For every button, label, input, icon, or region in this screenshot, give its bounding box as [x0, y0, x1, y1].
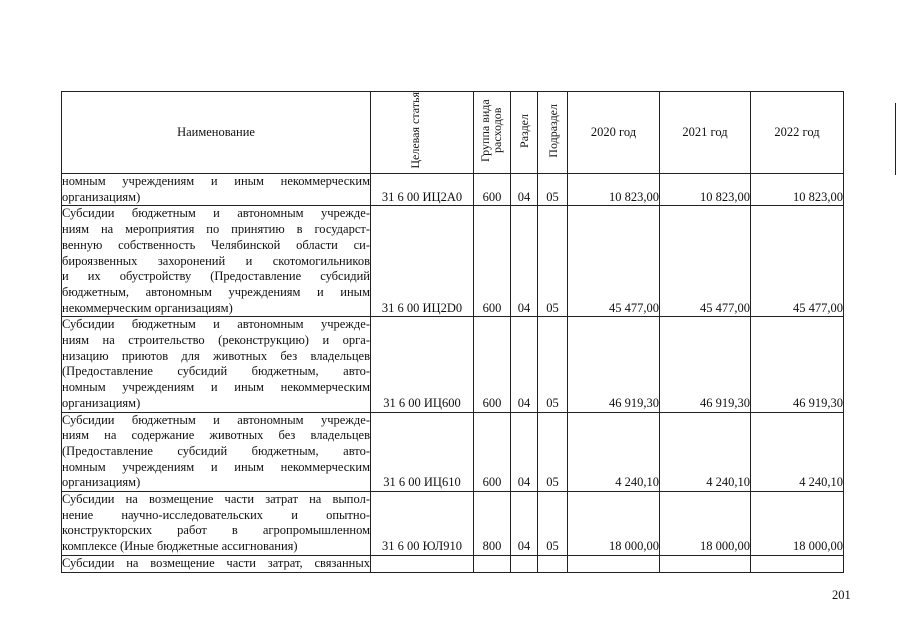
row-amount-2022 [751, 555, 844, 572]
row-name [62, 174, 371, 206]
row-subsection: 05 [538, 174, 568, 206]
header-target-article-text: Целевая статья [408, 92, 422, 169]
header-expense-group [474, 92, 511, 174]
row-section: 04 [511, 206, 538, 317]
name-line: низацию приютов для животных без владельцев [62, 348, 370, 363]
row-amount-2021: 18 000,00 [660, 492, 751, 556]
table-header-row [62, 92, 844, 174]
name-line: ниям на строительство (реконструкцию) и орга- [62, 333, 370, 348]
row-target-article: 31 6 00 ИЦ2А0 [371, 174, 474, 206]
header-section [511, 92, 538, 174]
row-name [62, 317, 371, 412]
table-row [62, 555, 844, 572]
table-row [62, 492, 844, 556]
name-line: (Предоставление субсидий бюджетным, авто- [62, 364, 370, 379]
header-2021: 2021 год [660, 92, 751, 174]
table-row [62, 174, 844, 206]
name-line: Субсидии на возмещение части затрат на выпол- [62, 492, 370, 507]
row-subsection: 05 [538, 412, 568, 492]
row-expense-group [474, 555, 511, 572]
name-line: нение научно-исследовательских и опытно- [62, 507, 370, 522]
row-expense-group: 600 [474, 317, 511, 412]
name-line: номным учреждениям и иным некоммерческим [62, 459, 370, 474]
row-amount-2020 [568, 555, 660, 572]
row-name [62, 412, 371, 492]
row-amount-2021: 10 823,00 [660, 174, 751, 206]
header-expense-group-text: Группа вида расходов [478, 99, 504, 162]
table-row [62, 412, 844, 492]
header-subsection-text: Подраздел [545, 103, 560, 158]
name-line: Субсидии бюджетным и автономным учрежде- [62, 317, 370, 332]
table-row [62, 206, 844, 317]
row-amount-2021: 45 477,00 [660, 206, 751, 317]
header-subsection [538, 92, 568, 174]
name-line: и их обустройству (Предоставление субсидий [62, 269, 370, 284]
row-amount-2020: 18 000,00 [568, 492, 660, 556]
row-target-article: 31 6 00 ИЦ2D0 [371, 206, 474, 317]
row-amount-2022: 46 919,30 [751, 317, 844, 412]
row-section: 04 [511, 174, 538, 206]
row-name [62, 492, 371, 556]
row-amount-2022: 4 240,10 [751, 412, 844, 492]
page-number: 201 [832, 588, 851, 602]
name-line: бироязвенных захоронений и скотомогильников [62, 253, 370, 268]
name-line: конструкторских работ в агропромышленном [62, 523, 370, 538]
page-edge-mark [895, 103, 896, 175]
name-line: организациям) [62, 395, 141, 410]
name-line: организациям) [62, 475, 141, 490]
name-line: ниям на мероприятия по принятию в государст- [62, 222, 370, 237]
row-expense-group: 800 [474, 492, 511, 556]
row-subsection: 05 [538, 492, 568, 556]
row-amount-2021: 4 240,10 [660, 412, 751, 492]
row-name [62, 206, 371, 317]
row-target-article: 31 6 00 ИЦ600 [371, 317, 474, 412]
header-2020: 2020 год [568, 92, 660, 174]
table-row [62, 317, 844, 412]
row-amount-2021 [660, 555, 751, 572]
row-section: 04 [511, 492, 538, 556]
row-expense-group: 600 [474, 206, 511, 317]
row-amount-2020: 4 240,10 [568, 412, 660, 492]
name-line: организациям) [62, 189, 141, 204]
header-section-text: Раздел [517, 113, 531, 148]
name-line: Субсидии на возмещение части затрат, связанных [62, 555, 370, 570]
header-name: Наименование [62, 92, 371, 174]
name-line: венную собственность Челябинской области си- [62, 237, 370, 252]
row-amount-2022: 45 477,00 [751, 206, 844, 317]
name-line: номным учреждениям и иным некоммерческим [62, 174, 370, 188]
row-expense-group: 600 [474, 412, 511, 492]
row-name [62, 555, 371, 572]
row-section: 04 [511, 412, 538, 492]
header-target-article [371, 92, 474, 174]
name-line: (Предоставление субсидий бюджетным, авто- [62, 443, 370, 458]
row-target-article [371, 555, 474, 572]
row-amount-2022: 18 000,00 [751, 492, 844, 556]
row-subsection: 05 [538, 317, 568, 412]
row-section: 04 [511, 317, 538, 412]
name-line: номным учреждениям и иным некоммерческим [62, 380, 370, 395]
row-section [511, 555, 538, 572]
row-amount-2020: 45 477,00 [568, 206, 660, 317]
row-subsection: 05 [538, 206, 568, 317]
name-line: ниям на содержание животных без владельцев [62, 428, 370, 443]
name-line: бюджетным, автономным учреждениям и иным [62, 284, 370, 299]
name-line: Субсидии бюджетным и автономным учрежде- [62, 206, 370, 221]
name-line: некоммерческим организациям) [62, 300, 233, 315]
header-2022: 2022 год [751, 92, 844, 174]
row-subsection [538, 555, 568, 572]
row-amount-2021: 46 919,30 [660, 317, 751, 412]
name-line: Субсидии бюджетным и автономным учрежде- [62, 412, 370, 427]
row-amount-2020: 10 823,00 [568, 174, 660, 206]
row-target-article: 31 6 00 ИЦ610 [371, 412, 474, 492]
row-expense-group: 600 [474, 174, 511, 206]
budget-table [61, 91, 844, 573]
row-amount-2022: 10 823,00 [751, 174, 844, 206]
name-line: комплексе (Иные бюджетные ассигнования) [62, 539, 298, 554]
row-target-article: 31 6 00 ЮЛ910 [371, 492, 474, 556]
row-amount-2020: 46 919,30 [568, 317, 660, 412]
